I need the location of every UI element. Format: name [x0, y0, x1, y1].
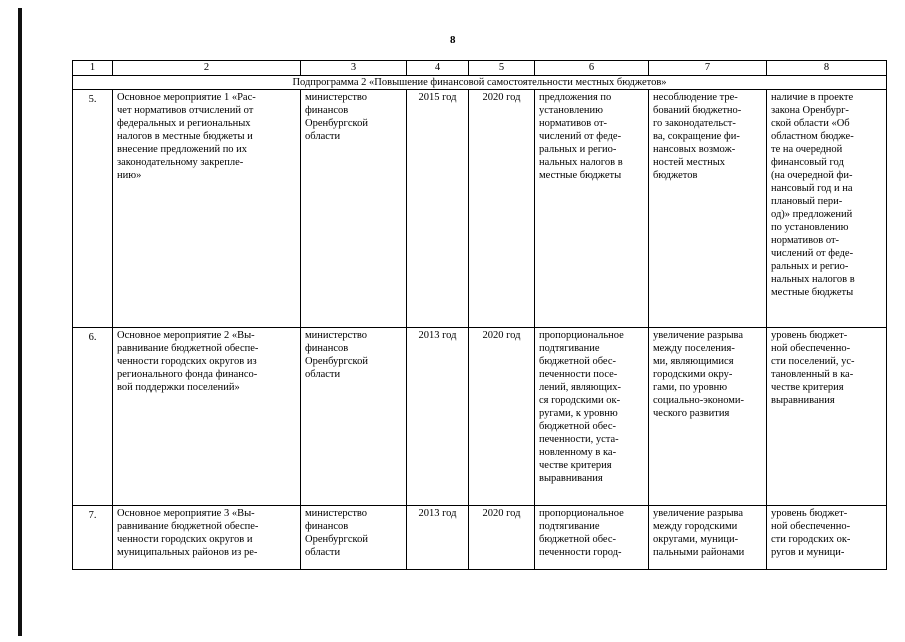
- start-year: 2015 год: [407, 90, 469, 328]
- executor: министерство финансов Оренбургской области: [301, 506, 407, 570]
- consequences: увеличение разрыва между городскими округами, муници- пальными районами: [649, 506, 767, 570]
- row-number: 6.: [73, 328, 113, 506]
- column-number: 5: [469, 61, 535, 76]
- column-number: 4: [407, 61, 469, 76]
- row-number: 7.: [73, 506, 113, 570]
- expected-result: пропорциональное подтягивание бюджетной обес- печенности город-: [535, 506, 649, 570]
- indicator-link: уровень бюджет- ной обеспеченно- сти городских ок- ругов и муници-: [767, 506, 887, 570]
- page-bottom-margin: [72, 572, 892, 642]
- start-year: 2013 год: [407, 506, 469, 570]
- consequences: несоблюдение тре- бований бюджетно- го законодательст- ва, сокращение фи- нансовых возмож- ностей местных бюджетов: [649, 90, 767, 328]
- subprogram-row: [73, 76, 887, 90]
- column-number: 8: [767, 61, 887, 76]
- scan-edge-bar: [18, 8, 22, 636]
- event-name: Основное мероприятие 2 «Вы- равнивание бюджетной обеспе- ченности городских округов из регионального фонда финансо- вой поддержки поселений»: [113, 328, 301, 506]
- executor: министерство финансов Оренбургской области: [301, 90, 407, 328]
- column-number: 1: [73, 61, 113, 76]
- page-number: 8: [450, 34, 456, 46]
- column-number: 6: [535, 61, 649, 76]
- end-year: 2020 год: [469, 90, 535, 328]
- start-year: 2013 год: [407, 328, 469, 506]
- column-number: 7: [649, 61, 767, 76]
- indicator-link: наличие в проекте закона Оренбург- ской области «Об областном бюдже- те на очередной финансовый год (на очередной фи- нансовый год и на плановый пери- од)» предложений по установлению нормативов от- числений от феде- ральных и регио- нальных налогов в местные бюджеты: [767, 90, 887, 328]
- indicator-link: уровень бюджет- ной обеспеченно- сти поселений, ус- тановленный в ка- честве критерия выравнивания: [767, 328, 887, 506]
- consequences: увеличение разрыва между поселения- ми, являющимися городскими окру- гами, по уровню социально-экономи- ческого развития: [649, 328, 767, 506]
- table-row: [73, 328, 887, 506]
- end-year: 2020 год: [469, 506, 535, 570]
- end-year: 2020 год: [469, 328, 535, 506]
- column-number: 3: [301, 61, 407, 76]
- table-row: [73, 506, 887, 570]
- column-number-row: [73, 61, 887, 76]
- program-events-table: [72, 60, 887, 570]
- row-number: 5.: [73, 90, 113, 328]
- event-name: Основное мероприятие 3 «Вы- равнивание бюджетной обеспе- ченности городских округов и муниципальных районов из ре-: [113, 506, 301, 570]
- column-number: 2: [113, 61, 301, 76]
- expected-result: предложения по установлению нормативов от- числений от феде- ральных и регио- нальных налогов в местные бюджеты: [535, 90, 649, 328]
- executor: министерство финансов Оренбургской области: [301, 328, 407, 506]
- table-row: [73, 90, 887, 328]
- expected-result: пропорциональное подтягивание бюджетной обес- печенности посе- лений, являющих- ся городскими ок- ругами, к уровню бюджетной обес- печенности, уста- новленному в ка- честве критерия выравнивания: [535, 328, 649, 506]
- event-name: Основное мероприятие 1 «Рас- чет нормативов отчислений от федеральных и региональных налогов в местные бюджеты и внесение предложений по их законодательному закрепле- нию»: [113, 90, 301, 328]
- subprogram-title: Подпрограмма 2 «Повышение финансовой самостоятельности местных бюджетов»: [73, 76, 887, 90]
